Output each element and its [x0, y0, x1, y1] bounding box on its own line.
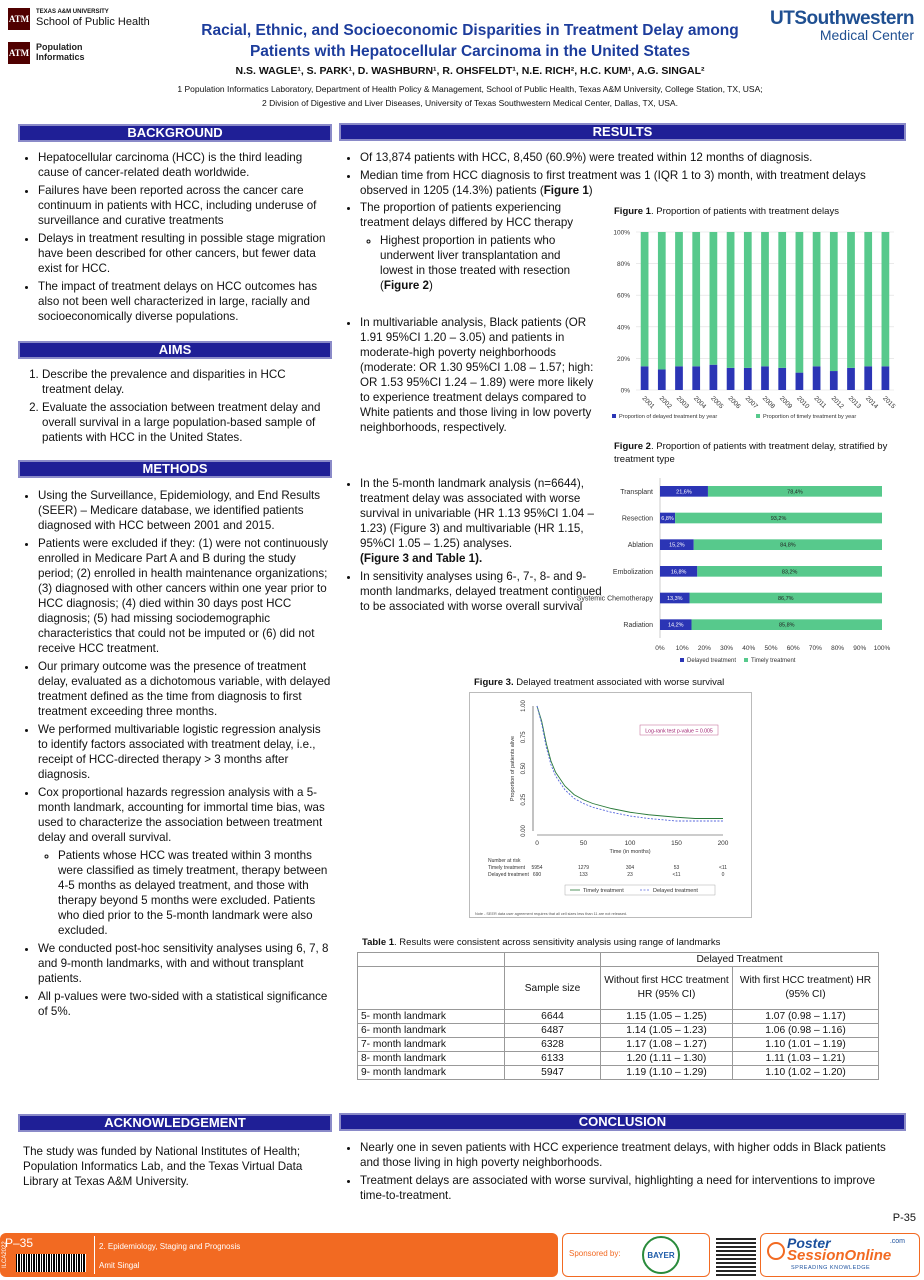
annotation-text: Log-rank test p-value = 0.005 — [645, 728, 713, 735]
utsw-logo: UTSouthwestern Medical Center — [770, 8, 914, 43]
survival-curve — [537, 706, 723, 819]
table-group-header: Delayed Treatment — [601, 953, 879, 967]
category-label: Embolization — [612, 568, 653, 576]
risk-value: <11 — [672, 872, 681, 878]
table-row — [358, 1038, 879, 1052]
risk-table-title: Number at risk — [488, 858, 521, 864]
x-tick-label: 2007 — [743, 395, 759, 411]
category-label: Radiation — [623, 622, 653, 630]
risk-row-label: Timely treatment — [488, 865, 526, 871]
y-tick-label: 40% — [616, 324, 630, 332]
x-tick-label: 200 — [717, 840, 729, 847]
bar-segment — [778, 368, 786, 390]
figure-note: Note - SEER data user agreement requires that all cell sizes less than 11 are not released. — [475, 912, 628, 916]
y-tick-label: 0.25 — [521, 793, 527, 806]
table-cell: 6- month landmark — [358, 1024, 505, 1038]
bar-segment — [692, 366, 700, 390]
tamu-logo-block — [8, 8, 158, 78]
data-label: 16,8% — [670, 569, 687, 576]
footer-year-code: ILCA2022 — [2, 1241, 8, 1268]
footer-category: 2. Epidemiology, Staging and Prognosis — [99, 1242, 241, 1251]
methods-header: METHODS — [18, 460, 332, 478]
table-cell: 1.19 (1.10 – 1.29) — [601, 1066, 733, 1080]
data-label: 14,2% — [667, 622, 684, 629]
table-cell: 6487 — [505, 1024, 601, 1038]
table-cell: 5947 — [505, 1066, 601, 1080]
results-text-left: • The proportion of patients experiencing treatment delays differed by HCC therapy ◦ Highest proportion in patients who underwent liver transplantation and lowest in those treated with resection (Figure 2) — [342, 200, 594, 296]
data-label: 86,7% — [777, 596, 794, 602]
background-header: BACKGROUND — [18, 124, 332, 142]
x-axis-label: Time (in months) — [609, 849, 651, 855]
x-tick-label: 2002 — [657, 395, 673, 411]
x-tick-label: 20% — [697, 645, 711, 652]
page-number: P-35 — [892, 1212, 916, 1224]
bar-segment — [778, 232, 786, 368]
x-tick-label: 2008 — [760, 395, 777, 411]
y-tick-label: 0.00 — [521, 825, 527, 837]
bar-segment — [658, 369, 666, 390]
data-label: 93,2% — [770, 516, 787, 522]
legend-swatch — [680, 658, 684, 662]
bayer-logo: BAYER — [642, 1236, 680, 1274]
risk-value: 690 — [532, 872, 542, 878]
x-tick-label: 90% — [853, 645, 867, 652]
pi-logo-text: Population Informatics — [36, 42, 85, 62]
bar-segment — [761, 232, 769, 366]
data-label: 6,8% — [661, 516, 674, 522]
background-text: • Hepatocellular carcinoma (HCC) is the third leading cause of cancer-related death worldwide. • Failures have been reported across the cancer care continuum in patients with HCC, including underuse of surveillance and curative treatments • Delays in treatment resulting in possible stage migration have been described for other cancers, but fewer data exist for HCC. • The impact of treatment delays on HCC outcomes has also not been well characterized in large, racially and socioeconomically diverse populations. — [20, 150, 332, 327]
table-header-empty — [358, 967, 505, 1010]
legend-label: Delayed treatment — [687, 658, 737, 664]
bar-segment — [692, 232, 700, 366]
conclusion-header: CONCLUSION — [339, 1113, 906, 1131]
data-label: 83,2% — [781, 569, 798, 576]
risk-value: 133 — [579, 872, 588, 878]
x-tick-label: 2011 — [812, 395, 828, 410]
table-cell: 5- month landmark — [358, 1010, 505, 1024]
bar-segment — [658, 232, 666, 369]
y-tick-label: 1.00 — [521, 700, 527, 712]
table-cell: 1.20 (1.11 – 1.30) — [601, 1052, 733, 1066]
x-tick-label: 50 — [579, 840, 588, 847]
table-cell: 1.14 (1.05 – 1.23) — [601, 1024, 733, 1038]
bar-segment — [727, 368, 735, 390]
table-cell: 7- month landmark — [358, 1038, 505, 1052]
bar-segment — [796, 232, 804, 373]
bar-segment — [641, 366, 649, 390]
table-cell: 1.10 (1.02 – 1.20) — [733, 1066, 879, 1080]
data-label: 21,6% — [676, 489, 692, 496]
table-cell: 1.07 (0.98 – 1.17) — [733, 1010, 879, 1024]
bar-segment — [882, 232, 890, 366]
x-tick-label: 2009 — [778, 395, 794, 411]
risk-value: 0 — [721, 872, 725, 878]
y-axis-label: Proportion of patients alive — [510, 735, 516, 802]
aims-text: 1. Describe the prevalence and disparities in HCC treatment delay. 2. Evaluate the association between treatment delay and overall survival in a large population-based sample of patients with HCC in the United States. — [20, 367, 332, 448]
qr-code-icon[interactable] — [716, 1236, 756, 1276]
table-cell: 1.11 (1.03 – 1.21) — [733, 1052, 879, 1066]
x-tick-label: 30% — [720, 645, 734, 652]
fig1-caption: Figure 1. Proportion of patients with treatment delays — [614, 206, 839, 217]
x-tick-label: 2004 — [692, 395, 708, 411]
legend-label: Timely treatment — [583, 888, 624, 894]
tamu-logo-icon: ATM — [8, 8, 30, 30]
bar-segment — [675, 232, 683, 366]
bar-segment — [847, 368, 855, 390]
table1-caption: Table 1. Results were consistent across sensitivity analysis using range of landmarks — [362, 937, 721, 948]
x-tick-label: 10% — [675, 645, 689, 652]
x-tick-label: 2014 — [864, 395, 880, 411]
barcode-icon — [16, 1254, 86, 1272]
fig2-caption: Figure 2. Proportion of patients with treatment delay, stratified by treatment type — [614, 441, 888, 465]
y-tick-label: 0.50 — [521, 762, 527, 775]
university-name: TEXAS A&M UNIVERSITY — [36, 9, 109, 15]
table-row — [358, 1066, 879, 1080]
data-label: 84,8% — [780, 542, 796, 549]
data-label: 85,8% — [778, 622, 795, 629]
x-tick-label: 2012 — [829, 395, 845, 411]
footer-divider — [94, 1236, 95, 1274]
legend-label: Delayed treatment — [653, 888, 698, 894]
results-text-top: • Of 13,874 patients with HCC, 8,450 (60.9%) were treated within 12 months of diagnosis. • Median time from HCC diagnosis to first treatment was 1 (IQR 1 to 3) month, with treatment delays observed in 1205 (14.3%) patients (Figure 1) — [342, 150, 894, 201]
x-tick-label: 150 — [671, 840, 682, 847]
figure1-chart — [598, 222, 904, 422]
x-tick-label: 2006 — [726, 395, 742, 411]
results-header: RESULTS — [339, 123, 906, 141]
bar-segment — [864, 366, 872, 390]
table-cell: 9- month landmark — [358, 1066, 505, 1080]
y-tick-label: 80% — [616, 261, 630, 269]
bar-segment — [796, 373, 804, 390]
legend-label: Timely treatment — [751, 658, 796, 664]
x-tick-label: 0 — [535, 840, 539, 847]
table-cell: 6328 — [505, 1038, 601, 1052]
ack-header: ACKNOWLEDGEMENT — [18, 1114, 332, 1132]
x-tick-label: 2005 — [709, 395, 725, 411]
y-tick-label: 0.75 — [521, 731, 527, 744]
category-label: Transplant — [620, 488, 653, 496]
x-tick-label: 100% — [873, 645, 891, 652]
y-tick-label: 0% — [620, 387, 630, 395]
table-header-empty — [358, 953, 505, 967]
data-label: 15,2% — [669, 542, 685, 549]
risk-value: <11 — [718, 865, 728, 871]
x-tick-label: 40% — [742, 645, 756, 652]
table-cell: 6644 — [505, 1010, 601, 1024]
table-col-without: Without first HCC treatment HR (95% CI) — [601, 967, 733, 1010]
x-tick-label: 2001 — [640, 395, 656, 411]
category-label: Ablation — [627, 542, 653, 550]
poster-title: Racial, Ethnic, and Socioeconomic Disparities in Treatment Delay among Patients with Hepatocellular Carcinoma in the United States — [201, 22, 739, 60]
x-tick-label: 60% — [786, 645, 800, 652]
x-tick-label: 50% — [764, 645, 778, 652]
results-table — [357, 952, 879, 1080]
table-col-with: With first HCC treatment) HR (95% CI) — [733, 967, 879, 1010]
bar-segment — [864, 232, 872, 366]
legend-label: Proportion of delayed treatment by year — [619, 414, 718, 420]
methods-text: • Using the Surveillance, Epidemiology, and End Results (SEER) – Medicare database, we identified patients diagnosed with HCC between 2001 and 2015. • Patients were excluded if they: (1) were not continuously enrolled in Medicare Part A and B during the study period; (2) enrolled in health maintenance organizations; (3) diagnosed with other cancers within one year prior to HCC diagnosis; (4) died within 30 days post HCC diagnosis; (5) had missing sociodemographic characteristics that could not be imputed or (6) did not receive HCC treatment. • Our primary outcome was the presence of treatment delay, evaluated as a dichotomous variable, with delayed treatment defined as the time from diagnosis to first treatment exceeding three months. • We performed multivariable logistic regression analysis to identify factors associated with treatment delay, i.e., receipt of HCC-directed therapy > 3 months after diagnosis. • Cox proportional hazards regression analysis with a 5-month landmark, accounting for immortal time bias, was used to characterize the association between treatment delay and overall survival. ◦ Patients whose HCC was treated within 3 months were classified as timely treatment, therapy between 4-5 months as delayed treatment, and those with therapy beyond 5 months were excluded. Patients who died prior to the 5-month landmark were also excluded. • We conducted post-hoc sensitivity analyses using 6, 7, 8 and 9-month landmarks, with and without transplant patients. • All p-values were two-sided with a statistical significance of 5%. — [20, 488, 332, 1022]
survival-curve — [537, 706, 723, 821]
data-label: 13,3% — [666, 596, 683, 602]
table-header-empty — [505, 953, 601, 967]
x-tick-label: 2013 — [846, 395, 863, 411]
table-cell: 8- month landmark — [358, 1052, 505, 1066]
table-col-sample-size: Sample size — [505, 967, 601, 1010]
aims-header: AIMS — [18, 341, 332, 359]
affiliations: 1 Population Informatics Laboratory, Department of Health Policy & Management, School of Public Health, Texas A&M University, College Station, TX, USA; 2 Division of Digestive and Liver Diseases, University of Texas Southwestern Medical Center, Dallas, TX, USA. — [177, 84, 763, 108]
risk-value: 5954 — [531, 865, 543, 871]
figure2-chart — [560, 470, 904, 666]
y-tick-label: 100% — [613, 229, 630, 237]
legend-swatch — [744, 658, 748, 662]
poster-id: P–35 — [5, 1236, 34, 1250]
y-tick-label: 60% — [616, 292, 630, 300]
bar-segment — [882, 366, 890, 390]
risk-value: 23 — [627, 872, 633, 878]
risk-value: 1279 — [577, 865, 590, 871]
bar-segment — [761, 366, 769, 390]
legend-swatch — [612, 414, 616, 418]
bar-segment — [744, 368, 752, 390]
fig3-caption: Figure 3. Delayed treatment associated with worse survival — [474, 677, 725, 688]
table-row — [358, 1052, 879, 1066]
table-cell: 1.06 (0.98 – 1.16) — [733, 1024, 879, 1038]
bar-segment — [813, 366, 821, 390]
category-label: Resection — [621, 515, 653, 523]
legend-label: Proportion of timely treatment by year — [763, 414, 857, 420]
table-cell: 6133 — [505, 1052, 601, 1066]
sponsored-label: Sponsored by: — [569, 1249, 621, 1258]
footer-author: Amit Singal — [99, 1261, 140, 1270]
results-text-multivariable: • In multivariable analysis, Black patients (OR 1.91 95%CI 1.20 – 3.05) and patients in moderate-high poverty neighborhoods (moderate: OR 1.30 95%CI 1.08 – 1.57; high: OR 1.53 95%CI 1.24 – 1.89) were more likely to experience treatment delays compared to White patients and those living in low poverty neighborhoods, respectively. — [342, 315, 594, 438]
results-text-landmark: • In the 5-month landmark analysis (n=6644), treatment delay was associated with worse survival in univariable (HR 1.13 95%CI 1.04 – 1.23) (Figure 3) and multivariable (HR 1.15, 95%CI 1.05 – 1.25) analyses. (Figure 3 and Table 1). • In sensitivity analyses using 6-, 7-, 8- and 9-month landmarks, delayed treatment continued to be associated with worse overall survival — [342, 476, 604, 617]
bar-segment — [710, 365, 718, 390]
x-tick-label: 0% — [655, 645, 665, 652]
table-row — [358, 1024, 879, 1038]
bar-segment — [641, 232, 649, 366]
table-cell: 1.17 (1.08 – 1.27) — [601, 1038, 733, 1052]
table-row — [358, 1010, 879, 1024]
table-cell: 1.15 (1.05 – 1.25) — [601, 1010, 733, 1024]
x-tick-label: 80% — [831, 645, 845, 652]
table-cell: 1.10 (1.01 – 1.19) — [733, 1038, 879, 1052]
school-name: School of Public Health — [36, 16, 150, 28]
x-tick-label: 2015 — [881, 395, 897, 411]
x-tick-label: 100 — [624, 840, 636, 847]
bar-segment — [675, 366, 683, 390]
figure3-chart — [469, 692, 752, 918]
authors: N.S. WAGLE¹, S. PARK¹, D. WASHBURN¹, R. OHSFELDT¹, N.E. RICH², H.C. KUM¹, A.G. SINGAL² — [235, 65, 705, 77]
bar-segment — [710, 232, 718, 365]
conclusion-text: • Nearly one in seven patients with HCC experience treatment delays, with higher odds in Black patients and those living in high poverty neighborhoods. • Treatment delays are associated with worse survival, highlighting a need for interventions to improve time-to-treatment. — [342, 1140, 894, 1206]
x-tick-label: 2010 — [795, 395, 811, 411]
category-label: Systemic Chemotherapy — [576, 595, 653, 603]
bar-segment — [744, 232, 752, 368]
risk-value: 53 — [673, 865, 680, 871]
bar-segment — [813, 232, 821, 366]
x-tick-label: 70% — [808, 645, 822, 652]
bar-segment — [847, 232, 855, 368]
pi-logo-icon: ATM — [8, 42, 30, 64]
risk-value: 304 — [625, 865, 635, 871]
risk-row-label: Delayed treatment — [488, 872, 529, 878]
x-tick-label: 2003 — [674, 395, 691, 411]
globe-icon — [767, 1242, 785, 1260]
bar-segment — [830, 371, 838, 390]
y-tick-label: 20% — [616, 355, 630, 363]
legend-swatch — [756, 414, 760, 418]
ack-text: The study was funded by National Institutes of Health; Population Informatics Lab, and the Texas Virtual Data Library at Texas A&M University. — [23, 1145, 303, 1188]
data-label: 78,4% — [787, 489, 803, 496]
postersessiononline-logo[interactable]: Poster SessionOnline .com SPREADING KNOWLEDGE — [760, 1233, 920, 1277]
bar-segment — [727, 232, 735, 368]
bar-segment — [830, 232, 838, 371]
